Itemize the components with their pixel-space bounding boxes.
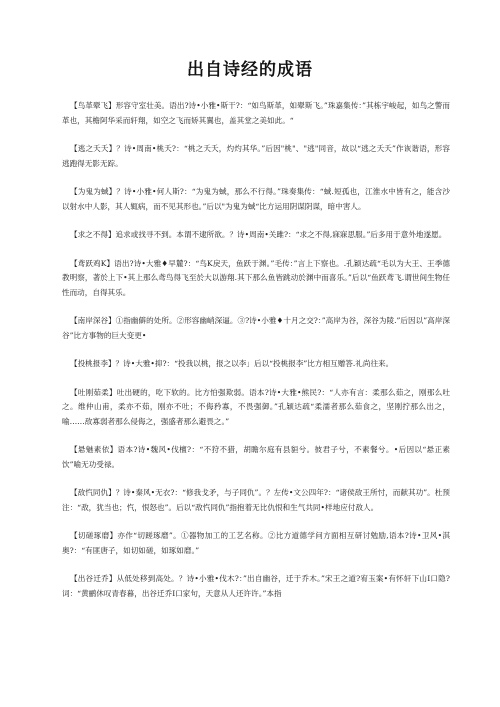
idiom-entry: 【悬魅素依】语本?诗•魏风•伐檀?：“不狩不猎，胡瞻尔庭有县貆兮。彼君子兮，不素餐兮。•后因以“悬正素饮”喻无功受禄。: [62, 445, 450, 469]
idiom-entry: 【切磋琢磨】亦作“切蹉琢磨”。①器物加工的工艺名称。②比方道德学问方面相互研讨勉励,语本?诗•卫风•淇奥?：“有匪唐子，如切如磋，如琢如磨。”: [62, 531, 450, 555]
idiom-entry: 【逃之夭夭】？诗•周南•桃夭?：“桃之夭夭，灼灼其华。”后因"桃"、"逃"同音，故以“逃之夭夭”作诙谐语，形容逃跑得无影无踪。: [62, 144, 450, 168]
idiom-entry: 【鸢跃鸡K】语出?诗•大雅♦早麓?：“鸟K戾天，鱼跃于渊。”毛传：”言上下察也。.孔颖达疏“毛以为大王、王季德教明察，著於上下•其上那么鸢鸟得飞至於大以游翔.其下那么鱼皆跳动於渊中而喜乐。”后以“鱼跃鸢飞.谓世间生物任性而动，自得其乐。: [62, 258, 450, 297]
idiom-entry: 【南岸深谷】①指幽僻的处所。②形容幽峭深逼。③?诗•小雅♦十月之交?：”高岸为谷，深谷为陵.”后因以”高岸深谷”比方事物的巨大变更•: [62, 316, 450, 340]
idiom-entry: 【求之不得】追求或找寻不到。本谓不逮所欲。？诗•周南•关雎?：“求之不得,寐寐思服。”后多用于意外地遂愿。: [70, 230, 447, 239]
idiom-entry: 【鸟革翚飞】形容守室壮美。语出?诗•小雅•斯干?：“如鸟斯革，如翚斯飞。”珠嘉集传：”其栋宇峻起，如鸟之警而革也，其檐阿华采而轩翔，如空之飞而矫其翼也，盖其堂之美如此。“: [62, 101, 450, 125]
entry-list: [62, 99, 450, 615]
idiom-entry: 【投桃报李】？诗•大雅•抑?：“投我以桃，报之以李」后以“投桃报李”比方相互赠答.礼尚往来。: [70, 359, 394, 368]
idiom-entry: 【出谷迁乔】从低处移到高处。？诗•小雅•伐木?：”出自幽谷，迁于乔木。”宋王之道?宥玉案•有怀轩下山I口隐?词：“黄鹂休叹青春暮，出谷迁乔I口家句，天意从人还许许。”本指: [62, 574, 450, 598]
idiom-entry: 【为鬼为蜮】？诗•小雅•何人斯?：“为鬼为蜮，那么不行得。”珠奏集传：“蜮.短孤也，江淮水中皆有之，能含沙以射水中人影，其人辄病，而不见其形也。”后以"为鬼为蜮“比方运用阴谋阴谋，暗中害人。: [62, 187, 450, 211]
page-title: 出自诗经的成语: [187, 60, 313, 80]
idiom-entry: 【吐刚茹柔】吐出硬的，吃下软的。比方怕强欺弱。语本?诗•大雅•熊民?：“人亦有言：柔那么茹之，刚那么吐之。维仲山甫，柔亦不茹，刚亦不吐；不侮矜寡，不畏强御。”孔颖达疏“柔濡者那么茹食之，坚刚拧那么出之，喻……敌寡弱者那么侵侮之，强盛者那么避畏之。”: [62, 387, 450, 426]
idiom-entry: 【敌忾同仇】？诗•秦风•无衣?：“修我戈矛，与子同仇”。？左传•文公四年?：“诸侯敌王所忖，而献其功”。杜预注：“敌，犹当也；忾，恨怒也”。后以“敌忾同仇”指抱着无比仇恨和生气共同•样地应付敌人。: [62, 488, 450, 512]
